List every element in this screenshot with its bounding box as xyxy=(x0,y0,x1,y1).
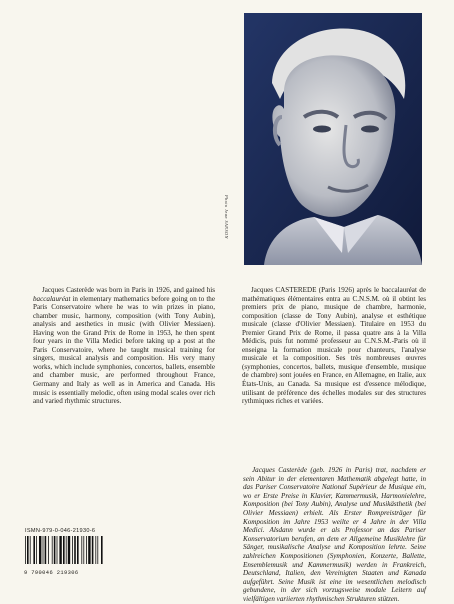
composer-portrait-image xyxy=(244,13,422,265)
ismn-label: ISMN-979-0-046-21930-6 xyxy=(25,528,96,534)
composer-photo xyxy=(244,13,422,265)
isbn-block xyxy=(24,528,124,576)
barcode-icon xyxy=(24,536,119,564)
german-biography: Jacques Casterède (geb. 1926 in Paris) trat, nachdem er sein Abitur in der elementaren Mathematik abgelegt hatte, in das Pariser Conservatoire National Supérieur de Musique ein, wo er Erste Preise in Klavier, Kammermusik, Harmonielehre, Komposition (bei Tony Aubin), Analyse und Musikästhetik (bei Olivier Messiaen) erhielt. Als Erster Rompreisträger für Komposition im Jahre 1953 weilte er 4 Jahre in der Villa Medici. Alsdann wurde er als Professor an das Pariser Konservatorium berufen, an dem er Allgemeine Musiklehre für Sänger, musikalische Analyse und Komposition lehrte. Seine zahlreichen Kompositionen (Symphonien, Konzerte, Ballette, Ensemblemusik und Kammermusik) werden in Frankreich, Deutschland, Italien, den Vereinigten Staaten und Kanada aufgeführt. Seine Musik ist eine im wesentlichen melodisch gebundene, in der sich vorzugsweise modale Leitern auf vielfältigen variierten rhythmischen Strukturen stützen. xyxy=(243,466,426,603)
french-biography: Jacques CASTEREDE (Paris 1926) après le baccalauréat de mathématiques élémentaires entra au C.N.S.M. où il obtint les premiers prix de piano, musique de chambre, harmonie, composition (classe de Tony Aubin), analyse et esthétique musicale (classe d'Olivier Messiaen). Titulaire en 1953 du Premier Grand Prix de Rome, il passa quatre ans à la Villa Médicis, puis fut nommé professeur au C.N.S.M.-Paris où il enseigna la formation musicale pour chanteurs, l'analyse musicale et la composition. Ses très nombreuses œuvres (symphonies, concertos, ballets, musique d'ensemble, musique de chambre) sont jouées en France, en Allemagne, en Italie, aux États-Unis, au Canada. Sa musique est d'essence mélodique, utilisant de préférence des échelles modales sur des structures rythmiques riches et variées. xyxy=(242,286,426,406)
english-bio-emphasis: baccalauréat xyxy=(33,294,71,303)
english-bio-text-start: Jacques Casterède was born in Paris in 1926, and gained his xyxy=(42,286,215,294)
barcode-number: 9 790046 219306 xyxy=(24,570,79,576)
photo-credit: Photo Jean SANSON xyxy=(224,195,229,239)
english-biography xyxy=(33,286,215,406)
english-bio-text-end: in elementary mathematics before going on to the Paris Conservatoire where he was to win prizes in piano, chamber music, harmony, composition (with Tony Aubin), analysis and aesthetics in music (with Olivier Messiaen). Having won the Grand Prix de Rome in 1953, he then spent four years in the Villa Medici before taking up a post at the Paris Conservatoire, where he taught musical training for singers, musical analysis and composition. His very many works, which include symphonies, concertos, ballets, ensemble and chamber music, are performed throughout France, Germany and Italy as well as in America and Canada. His music is essentially melodic, often using modal scales over rich and varied rhythmic structures. xyxy=(33,294,215,406)
